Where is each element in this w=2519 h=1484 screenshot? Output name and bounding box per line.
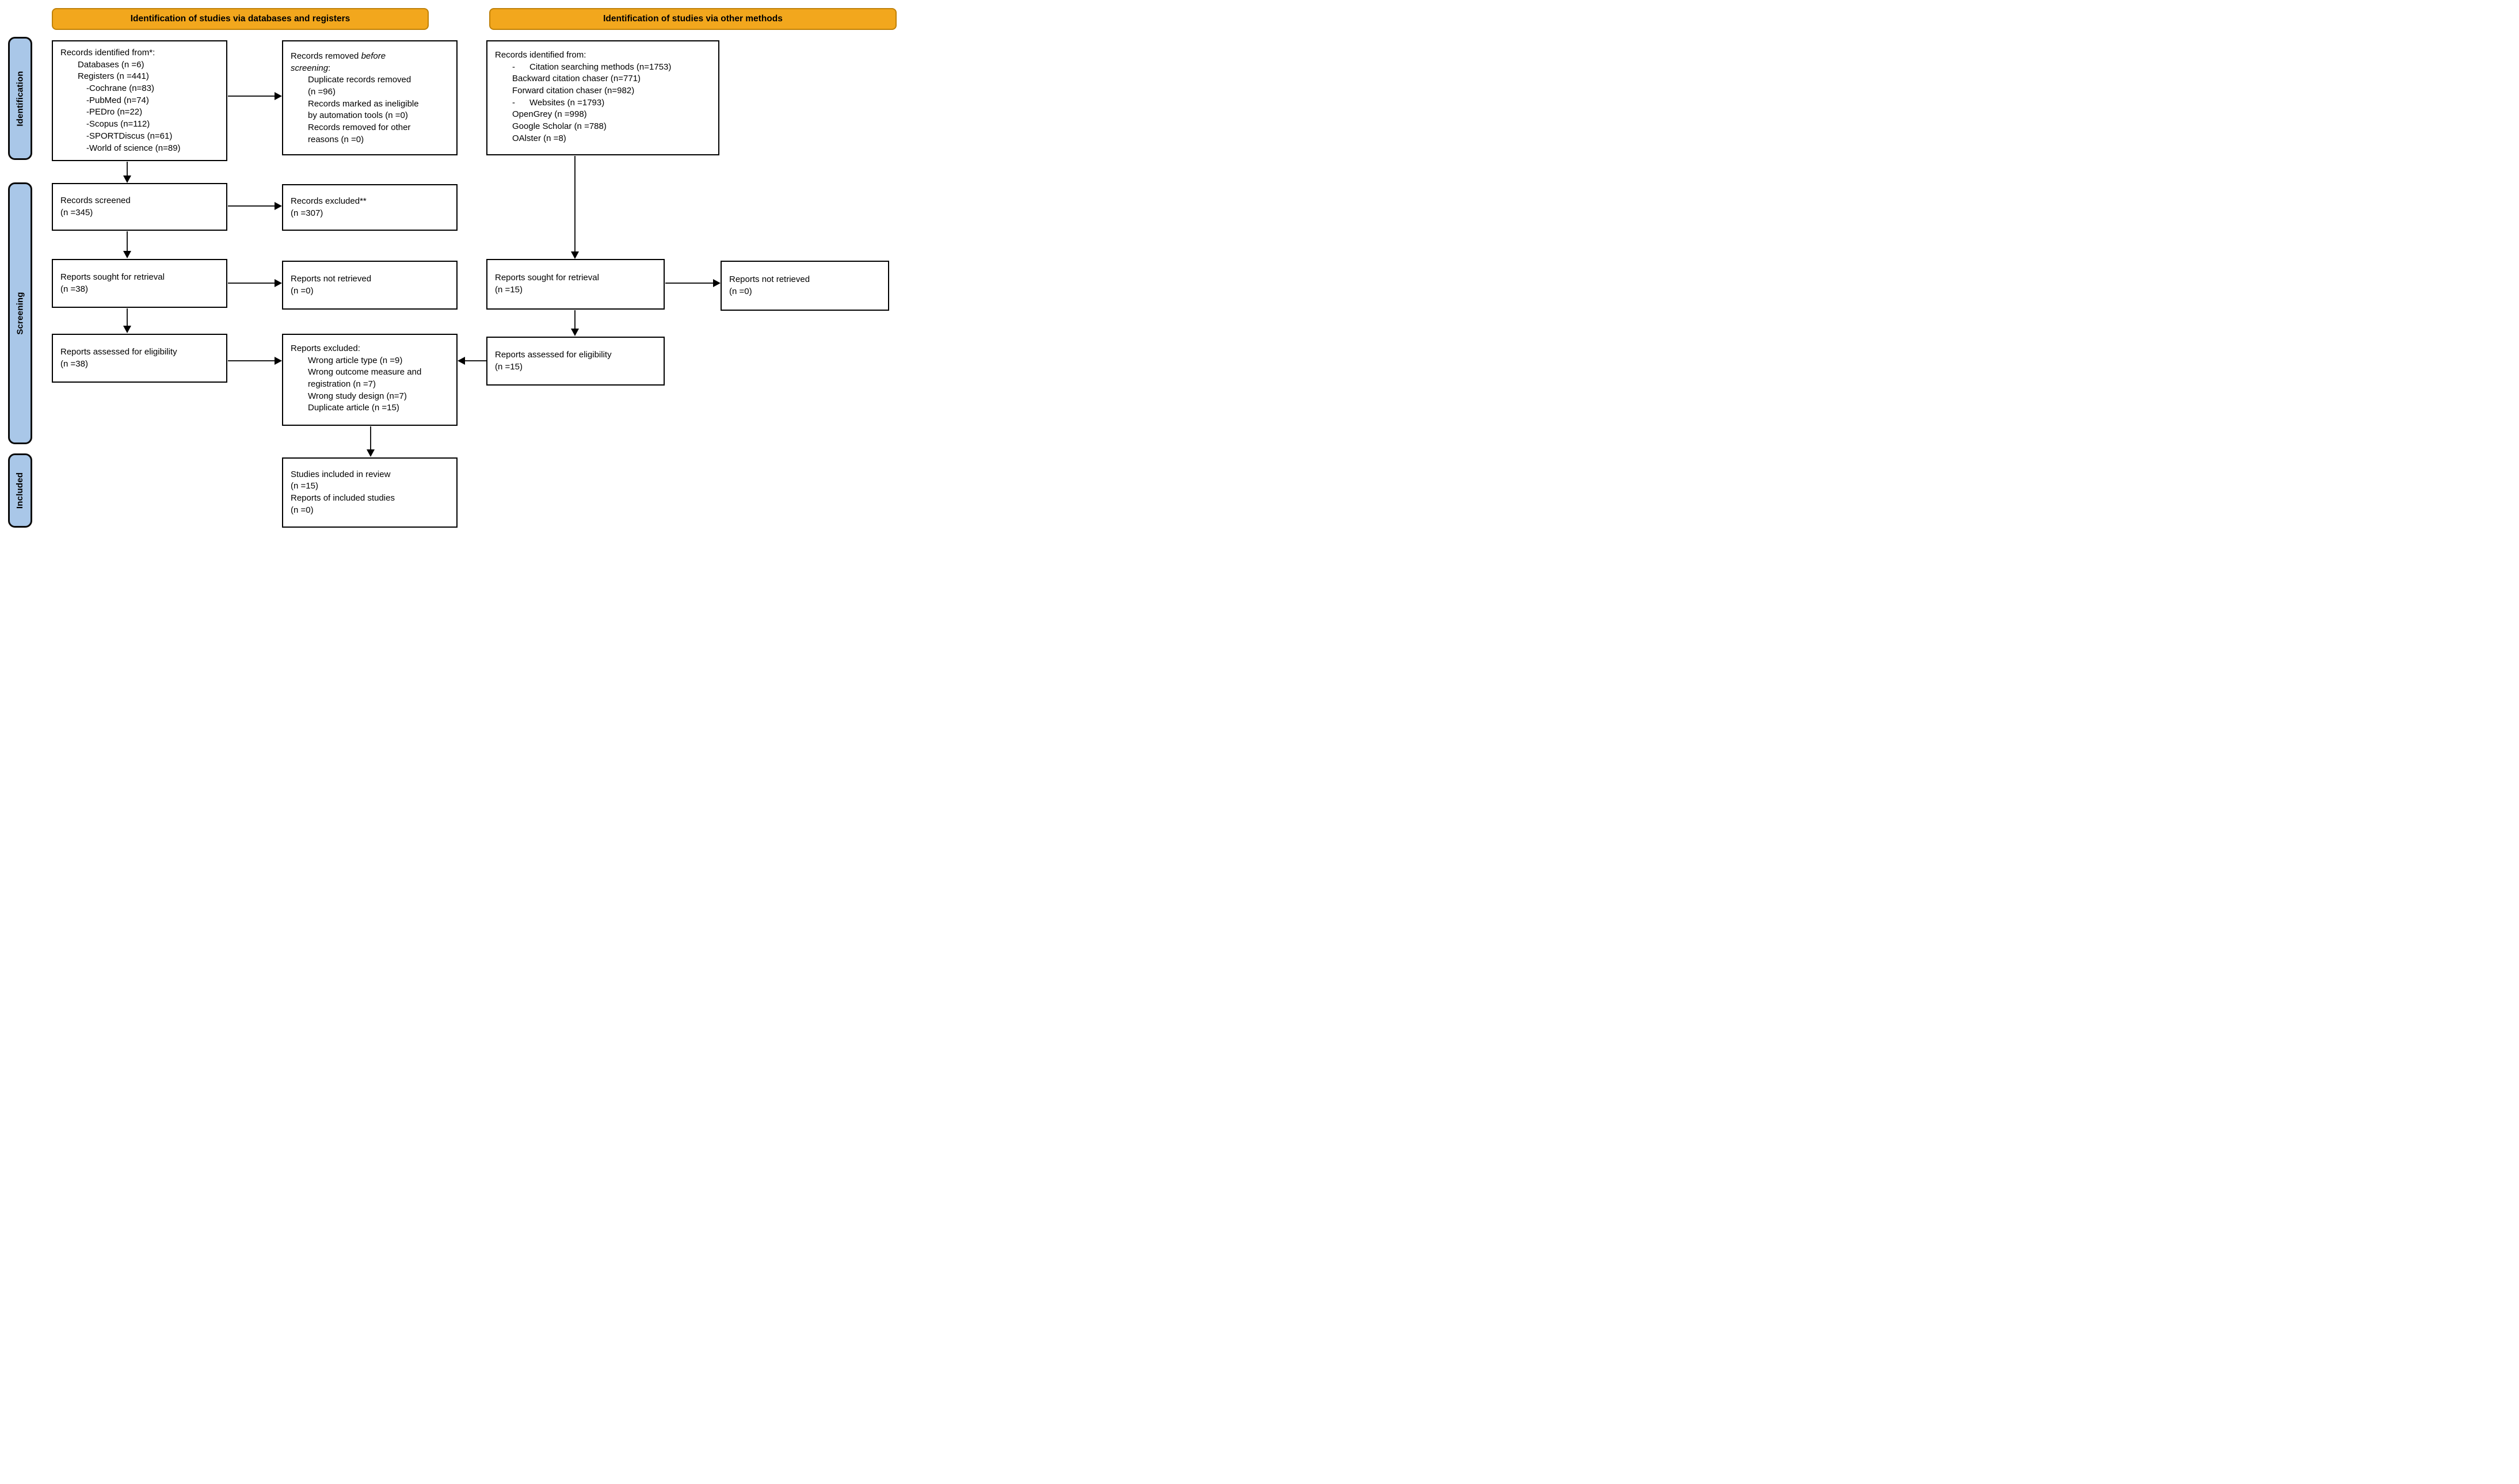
box-records-identified-other [486, 40, 719, 155]
text-line: -Scopus (n=112) [86, 119, 150, 129]
text-line: Reports sought for retrieval [495, 273, 599, 283]
box-reports-excluded [282, 334, 458, 426]
text-line: screening: [291, 63, 331, 73]
banner-other-methods: Identification of studies via other methods [489, 8, 897, 30]
stage-label-identification [8, 37, 32, 160]
box-reports-sought-databases [52, 259, 227, 308]
text-line: -PEDro (n=22) [86, 107, 143, 117]
box-reports-not-retrieved-other [721, 261, 889, 311]
stage-label-identification-text: Identification [15, 70, 25, 127]
text-line: Wrong study design (n=7) [308, 391, 407, 401]
stage-label-included [8, 453, 32, 528]
text-line: reasons (n =0) [308, 134, 364, 144]
text-line: (n =15) [495, 285, 523, 295]
text-line: (n =307) [291, 208, 323, 218]
text-line: Reports not retrieved [729, 274, 810, 284]
text-line: Reports of included studies [291, 493, 395, 503]
box-reports-assessed-databases [52, 334, 227, 383]
text-line: Records removed for other [308, 123, 411, 133]
arrow-sought-other-to-assessed-other [574, 310, 576, 329]
text-line: Studies included in review [291, 469, 391, 479]
box-reports-assessed-other [486, 337, 665, 386]
text-line: Records removed before [291, 51, 386, 61]
text-line: (n =15) [495, 361, 523, 372]
text-line: Reports assessed for eligibility [60, 346, 177, 357]
text-line: (n =0) [291, 505, 314, 515]
arrow-screened-to-excluded [228, 205, 275, 207]
text-line: Records identified from: [495, 50, 586, 60]
arrow-identified-other-to-sought-other [574, 156, 576, 251]
arrow-assessed-other-to-reports-excluded [465, 360, 486, 361]
text-line: -PubMed (n=74) [86, 95, 149, 105]
text-line: (n =96) [308, 87, 336, 97]
text-line: Duplicate records removed [308, 75, 411, 85]
box-records-excluded [282, 184, 458, 231]
text-line: Records identified from*: [60, 48, 155, 58]
text-line: (n =15) [291, 481, 318, 491]
text-line: (n =345) [60, 207, 93, 218]
text-line: Records excluded** [291, 196, 367, 206]
arrow-identified-to-screened [127, 162, 128, 176]
text-line: -World of science (n=89) [86, 143, 181, 153]
records-removed-items [291, 74, 449, 146]
text-line: by automation tools (n =0) [308, 110, 408, 121]
arrow-screened-to-sought [127, 231, 128, 251]
arrow-sought-other-to-not-retrieved-other [665, 283, 713, 284]
text-line: OAlster (n =8) [512, 133, 566, 143]
text-line: Reports assessed for eligibility [495, 349, 612, 360]
arrow-reports-excluded-to-included [370, 426, 371, 449]
text-line: Reports sought for retrieval [60, 272, 165, 282]
text-line: registration (n =7) [308, 379, 376, 390]
text-line: Google Scholar (n =788) [512, 121, 607, 132]
text-line: Records marked as ineligible [308, 98, 419, 109]
arrow-sought-to-assessed-databases [127, 308, 128, 326]
box-reports-not-retrieved-databases [282, 261, 458, 310]
prisma-flow-diagram [0, 0, 901, 532]
text-line: Backward citation chaser (n=771) [512, 74, 641, 84]
box-records-screened [52, 183, 227, 231]
text-line: -Cochrane (n=83) [86, 83, 154, 94]
text-line: OpenGrey (n =998) [512, 109, 587, 120]
arrow-sought-to-not-retrieved-databases [228, 283, 275, 284]
arrow-assessed-to-reports-excluded [228, 360, 275, 361]
text-line: (n =38) [60, 358, 88, 369]
stage-label-included-text: Included [15, 472, 25, 509]
arrow-identified-to-removed [228, 96, 275, 97]
text-line: -SPORTDiscus (n=61) [86, 131, 173, 141]
box-records-identified-databases [52, 40, 227, 161]
text-line: - Websites (n =1793) [512, 97, 605, 108]
box-reports-sought-other [486, 259, 665, 310]
text-line: Wrong outcome measure and [308, 367, 422, 377]
text-line: Reports not retrieved [291, 273, 372, 284]
text-line: Databases (n =6) [78, 59, 144, 70]
text-line: (n =38) [60, 284, 88, 294]
box-records-removed-before-screening [282, 40, 458, 155]
text-line: Registers (n =441) [78, 71, 149, 82]
stage-label-screening [8, 182, 32, 444]
text-line: (n =0) [291, 285, 314, 296]
text-line: Records screened [60, 195, 131, 205]
text-line: (n =0) [729, 286, 752, 296]
banner-databases-registers: Identification of studies via databases and registers [52, 8, 429, 30]
text-line: Forward citation chaser (n=982) [512, 86, 635, 96]
stage-label-screening-text: Screening [15, 292, 25, 335]
text-line: Wrong article type (n =9) [308, 355, 403, 365]
text-line: Reports excluded: [291, 344, 360, 353]
box-studies-included [282, 457, 458, 528]
text-line: - Citation searching methods (n=1753) [512, 62, 672, 72]
text-line: Duplicate article (n =15) [308, 403, 399, 413]
